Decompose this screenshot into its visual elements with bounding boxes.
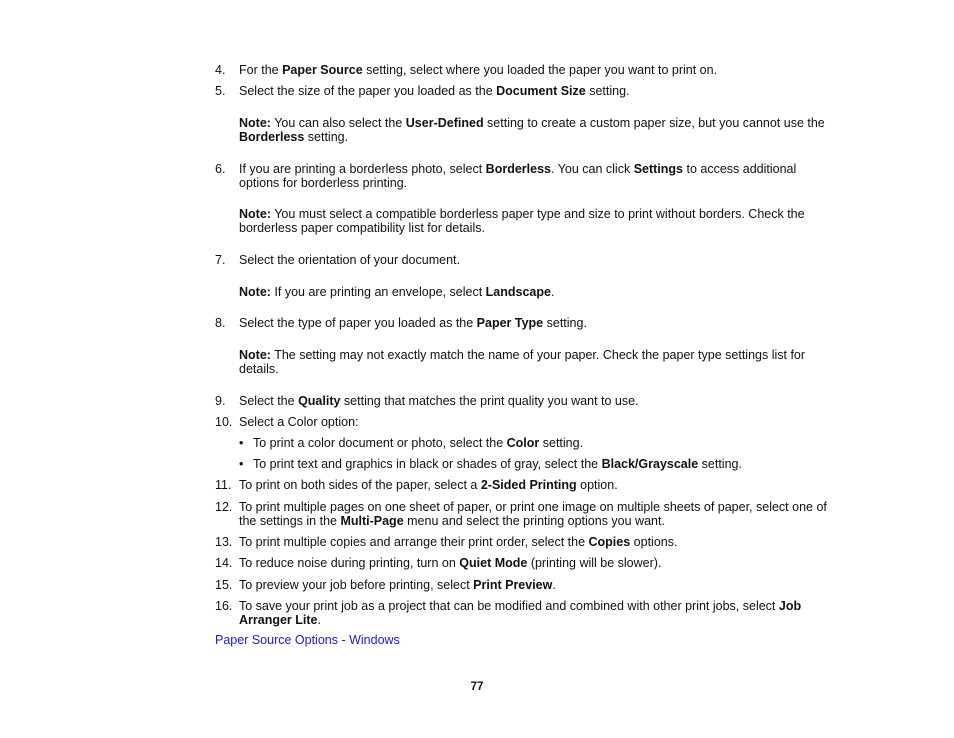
step-15 <box>215 578 835 592</box>
note-text: setting. <box>304 130 349 144</box>
note-bold: Landscape <box>485 285 551 299</box>
step-4 <box>215 63 835 77</box>
bullet-text: setting. <box>698 457 742 471</box>
note-text: setting to create a custom paper size, but you cannot use the <box>483 116 825 130</box>
bullet-bold: Black/Grayscale <box>601 457 699 471</box>
step-number: 13. <box>215 535 233 549</box>
step-bold: Job Arranger Lite <box>239 599 802 627</box>
step-number: 12. <box>215 500 233 514</box>
note-paper-type <box>239 348 839 376</box>
step-bold: Document Size <box>496 84 586 98</box>
note-bold: Borderless <box>239 130 305 144</box>
step-12 <box>215 500 835 528</box>
step-bold: Multi-Page <box>340 514 404 528</box>
note-label: Note: <box>239 285 271 299</box>
step-text: (printing will be slower). <box>527 556 662 570</box>
step-number: 9. <box>215 394 226 408</box>
step-13 <box>215 535 835 549</box>
step-number: 7. <box>215 253 226 267</box>
note-text: If you are printing an envelope, select <box>270 285 486 299</box>
step-bold: 2-Sided Printing <box>480 478 577 492</box>
bullet-text: To print a color document or photo, select the <box>253 436 507 450</box>
step-text: . <box>552 578 556 592</box>
note-label: Note: <box>239 207 271 221</box>
step-text: Select the type of paper you loaded as the <box>239 316 477 330</box>
step-number: 11. <box>215 478 232 492</box>
page-number: 77 <box>470 681 484 693</box>
step-number: 8. <box>215 316 226 330</box>
step-text: To print on both sides of the paper, select a <box>239 478 481 492</box>
step-number: 14. <box>215 556 233 570</box>
step-14 <box>215 556 835 570</box>
step-text: To print multiple copies and arrange their print order, select the <box>239 535 589 549</box>
step-8 <box>215 316 835 330</box>
note-text: . <box>550 285 555 299</box>
bullet-text: setting. <box>539 436 584 450</box>
note-label: Note: <box>239 116 271 130</box>
bullet-grayscale <box>239 457 839 471</box>
note-text: You can also select the <box>270 116 406 130</box>
step-number: 16. <box>215 599 233 613</box>
step-text: To print multiple pages on one sheet of paper, or print one image on multiple sheets of paper, select one of the settings in the <box>239 500 827 528</box>
step-text: Select the orientation of your document. <box>239 253 460 267</box>
step-bold: Borderless <box>485 162 551 176</box>
bullet-text: To print text and graphics in black or shades of gray, select the <box>253 457 602 471</box>
note-label: Note: <box>239 348 271 362</box>
paper-source-options-link[interactable]: Paper Source Options - Windows <box>215 633 400 647</box>
step-6 <box>215 162 835 190</box>
step-number: 15. <box>215 578 233 592</box>
step-bold: Print Preview <box>473 578 553 592</box>
step-number: 6. <box>215 162 226 176</box>
note-text: You must select a compatible borderless paper type and size to print without borders. Check the borderless paper compatibility list for details. <box>239 207 805 235</box>
step-bold: Quality <box>298 394 341 408</box>
step-text: setting. <box>543 316 587 330</box>
step-bold: Paper Type <box>476 316 544 330</box>
step-5 <box>215 84 835 98</box>
step-9 <box>215 394 835 408</box>
step-text: setting. <box>585 84 630 98</box>
step-bold: Copies <box>588 535 631 549</box>
step-text: . <box>317 613 321 627</box>
step-text: Select the <box>239 394 299 408</box>
bullet-marker: • <box>239 436 244 450</box>
bullet-color <box>239 436 839 450</box>
step-number: 10. <box>215 415 233 429</box>
bullet-marker: • <box>239 457 244 471</box>
step-11 <box>215 478 835 492</box>
note-borderless <box>239 207 839 235</box>
step-text: to access additional options for borderless printing. <box>239 162 797 190</box>
step-text: . You can click <box>550 162 634 176</box>
note-text: The setting may not exactly match the name of your paper. Check the paper type settings list for details. <box>239 348 806 376</box>
step-text: menu and select the printing options you want. <box>403 514 665 528</box>
step-bold: Quiet Mode <box>459 556 528 570</box>
step-text: To reduce noise during printing, turn on <box>239 556 460 570</box>
step-text: option. <box>576 478 618 492</box>
step-text: setting that matches the print quality you want to use. <box>340 394 639 408</box>
step-text: setting, select where you loaded the paper you want to print on. <box>362 63 718 77</box>
step-10 <box>215 415 835 429</box>
bullet-bold: Color <box>506 436 540 450</box>
step-bold: Settings <box>633 162 683 176</box>
step-text: Select the size of the paper you loaded as the <box>239 84 497 98</box>
step-text: To preview your job before printing, select <box>239 578 474 592</box>
step-text: For the <box>239 63 283 77</box>
note-envelope <box>239 285 839 299</box>
step-text: options. <box>630 535 678 549</box>
step-text: To save your print job as a project that can be modified and combined with other print jobs, select <box>239 599 779 613</box>
step-number: 5. <box>215 84 226 98</box>
step-16 <box>215 599 835 627</box>
step-number: 4. <box>215 63 226 77</box>
step-bold: Paper Source <box>282 63 363 77</box>
step-text: If you are printing a borderless photo, select <box>239 162 486 176</box>
note-user-defined <box>239 116 839 144</box>
note-bold: User-Defined <box>405 116 484 130</box>
step-7 <box>215 253 835 267</box>
step-text: Select a Color option: <box>239 415 359 429</box>
